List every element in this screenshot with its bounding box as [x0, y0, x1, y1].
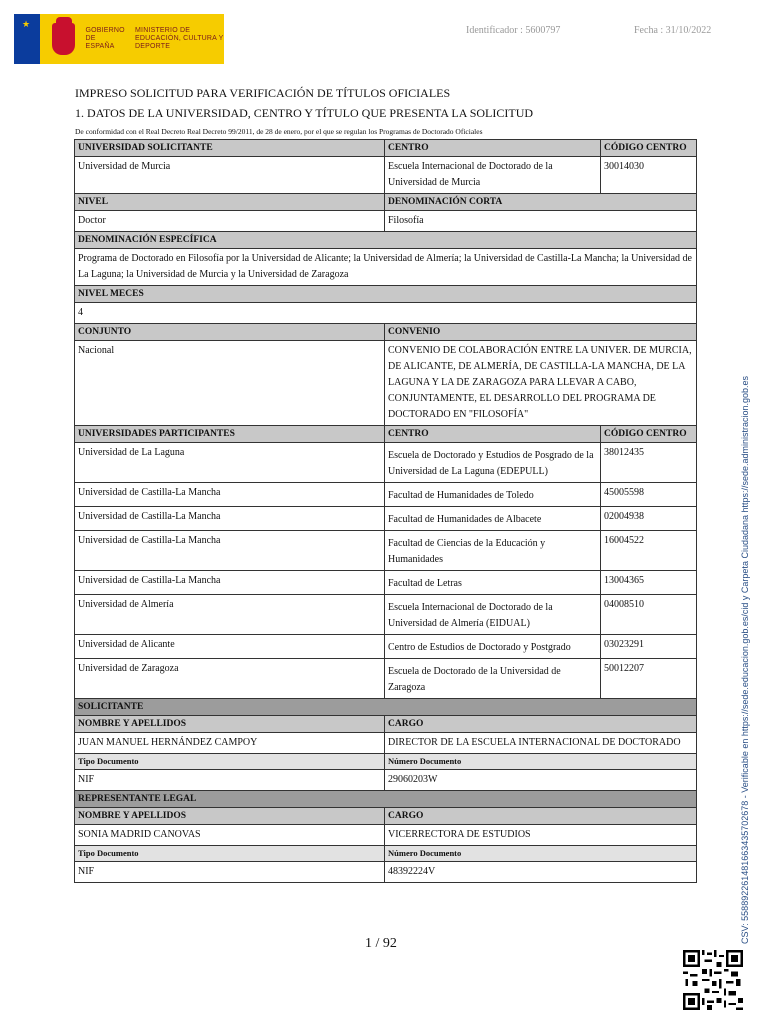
document-title: IMPRESO SOLICITUD PARA VERIFICACIÓN DE TÍTULOS OFICIALES: [75, 86, 451, 100]
codigo-centro-header: CÓDIGO CENTRO: [601, 140, 697, 157]
participante-codigo: 38012435: [601, 443, 697, 483]
nivel-meces-header: NIVEL MECES: [75, 286, 697, 303]
nivel-value: Doctor: [75, 211, 385, 232]
solicitante-nombre: JUAN MANUEL HERNÁNDEZ CAMPOY: [75, 733, 385, 754]
participante-codigo: 16004522: [601, 531, 697, 571]
legal-note: De conformidad con el Real Decreto Real Decreto 99/2011, de 28 de enero, por el que se regulan los Programas de Doctorado Oficiales: [75, 127, 483, 136]
representante-nombre: SONIA MADRID CANOVAS: [75, 825, 385, 846]
conjunto-value: Nacional: [75, 341, 385, 426]
participante-row: [75, 595, 697, 635]
representante-cargo: VICERRECTORA DE ESTUDIOS: [385, 825, 697, 846]
participante-universidad: Universidad de Castilla-La Mancha: [75, 483, 385, 507]
centro-value: Escuela Internacional de Doctorado de la Universidad de Murcia: [385, 157, 601, 194]
representante-numero-documento: 48392224V: [385, 862, 697, 883]
denominacion-corta-value: Filosofía: [385, 211, 697, 232]
document-identifier: Identificador : 5600797: [466, 25, 561, 36]
document-date: Fecha : 31/10/2022: [634, 25, 712, 36]
participante-centro: Escuela Internacional de Doctorado de la Universidad de Almería (EIDUAL): [385, 595, 601, 635]
solicitante-header: SOLICITANTE: [75, 699, 697, 716]
qr-code-icon: [683, 950, 743, 1010]
universidad-solicitante-header: UNIVERSIDAD SOLICITANTE: [75, 140, 385, 157]
application-form-table: [74, 139, 697, 883]
participante-centro: Facultad de Humanidades de Albacete: [385, 507, 601, 531]
participante-universidad: Universidad de Castilla-La Mancha: [75, 571, 385, 595]
participante-codigo: 02004938: [601, 507, 697, 531]
universidades-participantes-header: UNIVERSIDADES PARTICIPANTES: [75, 426, 385, 443]
representante-tipo-documento: NIF: [75, 862, 385, 883]
participantes-centro-header: CENTRO: [385, 426, 601, 443]
solicitante-numero-documento-header: Número Documento: [385, 754, 697, 770]
solicitante-numero-documento: 29060203W: [385, 770, 697, 791]
conjunto-header: CONJUNTO: [75, 324, 385, 341]
representante-cargo-header: CARGO: [385, 808, 697, 825]
participante-universidad: Universidad de Castilla-La Mancha: [75, 531, 385, 571]
coat-of-arms-icon: [52, 23, 76, 55]
denominacion-corta-header: DENOMINACIÓN CORTA: [385, 194, 697, 211]
representante-nombre-header: NOMBRE Y APELLIDOS: [75, 808, 385, 825]
participante-row: [75, 659, 697, 699]
participante-universidad: Universidad de Alicante: [75, 635, 385, 659]
logo-ministry-text: MINISTERIO DE EDUCACIÓN, CULTURA Y DEPORTE: [135, 27, 224, 50]
nivel-meces-value: 4: [75, 303, 697, 324]
solicitante-cargo-header: CARGO: [385, 716, 697, 733]
logo-government-text: GOBIERNO DE ESPAÑA: [85, 27, 125, 50]
universidad-value: Universidad de Murcia: [75, 157, 385, 194]
participante-centro: Centro de Estudios de Doctorado y Postgrado: [385, 635, 601, 659]
participante-codigo: 03023291: [601, 635, 697, 659]
page-number: 1 / 92: [365, 936, 397, 951]
government-logo: [14, 14, 224, 64]
participante-row: [75, 635, 697, 659]
participante-row: [75, 531, 697, 571]
participante-universidad: Universidad de Zaragoza: [75, 659, 385, 699]
convenio-value: CONVENIO DE COLABORACIÓN ENTRE LA UNIVER. DE MURCIA, DE ALICANTE, DE ALMERÍA, DE CASTILLA-LA MANCHA, DE LA LAGUNA Y LA DE ZARAGOZA PARA LLEVAR A CABO, CONJUNTAMENTE, EL DESARROLLO DEL PROGRAMA DE DOCTORADO EN "FILOSOFÍA": [385, 341, 697, 426]
solicitante-tipo-documento: NIF: [75, 770, 385, 791]
csv-verification-text: CSV: 558892261481663435702678 - Verificable en https://sede.educacion.gob.es/cid y Carpeta Ciudadana https://sede.administracion.gob.es: [740, 375, 750, 944]
participante-universidad: Universidad de Almería: [75, 595, 385, 635]
participante-codigo: 13004365: [601, 571, 697, 595]
codigo-centro-value: 30014030: [601, 157, 697, 194]
participante-centro: Facultad de Ciencias de la Educación y Humanidades: [385, 531, 601, 571]
participante-universidad: Universidad de Castilla-La Mancha: [75, 507, 385, 531]
representante-numero-documento-header: Número Documento: [385, 846, 697, 862]
nivel-header: NIVEL: [75, 194, 385, 211]
participante-centro: Facultad de Humanidades de Toledo: [385, 483, 601, 507]
representante-tipo-documento-header: Tipo Documento: [75, 846, 385, 862]
section-title: 1. DATOS DE LA UNIVERSIDAD, CENTRO Y TÍTULO QUE PRESENTA LA SOLICITUD: [75, 106, 534, 120]
centro-header: CENTRO: [385, 140, 601, 157]
participante-row: [75, 443, 697, 483]
participante-codigo: 04008510: [601, 595, 697, 635]
solicitante-cargo: DIRECTOR DE LA ESCUELA INTERNACIONAL DE DOCTORADO: [385, 733, 697, 754]
participante-codigo: 45005598: [601, 483, 697, 507]
solicitante-tipo-documento-header: Tipo Documento: [75, 754, 385, 770]
representante-header: REPRESENTANTE LEGAL: [75, 791, 697, 808]
participante-centro: Escuela de Doctorado de la Universidad de Zaragoza: [385, 659, 601, 699]
participante-row: [75, 507, 697, 531]
solicitante-nombre-header: NOMBRE Y APELLIDOS: [75, 716, 385, 733]
participante-row: [75, 483, 697, 507]
participante-row: [75, 571, 697, 595]
eu-flag-icon: [14, 14, 40, 64]
participante-codigo: 50012207: [601, 659, 697, 699]
denominacion-especifica-header: DENOMINACIÓN ESPECÍFICA: [75, 232, 697, 249]
participantes-codigo-header: CÓDIGO CENTRO: [601, 426, 697, 443]
convenio-header: CONVENIO: [385, 324, 697, 341]
denominacion-especifica-value: Programa de Doctorado en Filosofía por la Universidad de Alicante; la Universidad de Almería; la Universidad de Castilla-La Mancha; la Universidad de La Laguna; la Universidad de Murcia y la Universidad de Zaragoza: [75, 249, 697, 286]
participante-centro: Facultad de Letras: [385, 571, 601, 595]
participante-centro: Escuela de Doctorado y Estudios de Posgrado de la Universidad de La Laguna (EDEPULL): [385, 443, 601, 483]
participante-universidad: Universidad de La Laguna: [75, 443, 385, 483]
